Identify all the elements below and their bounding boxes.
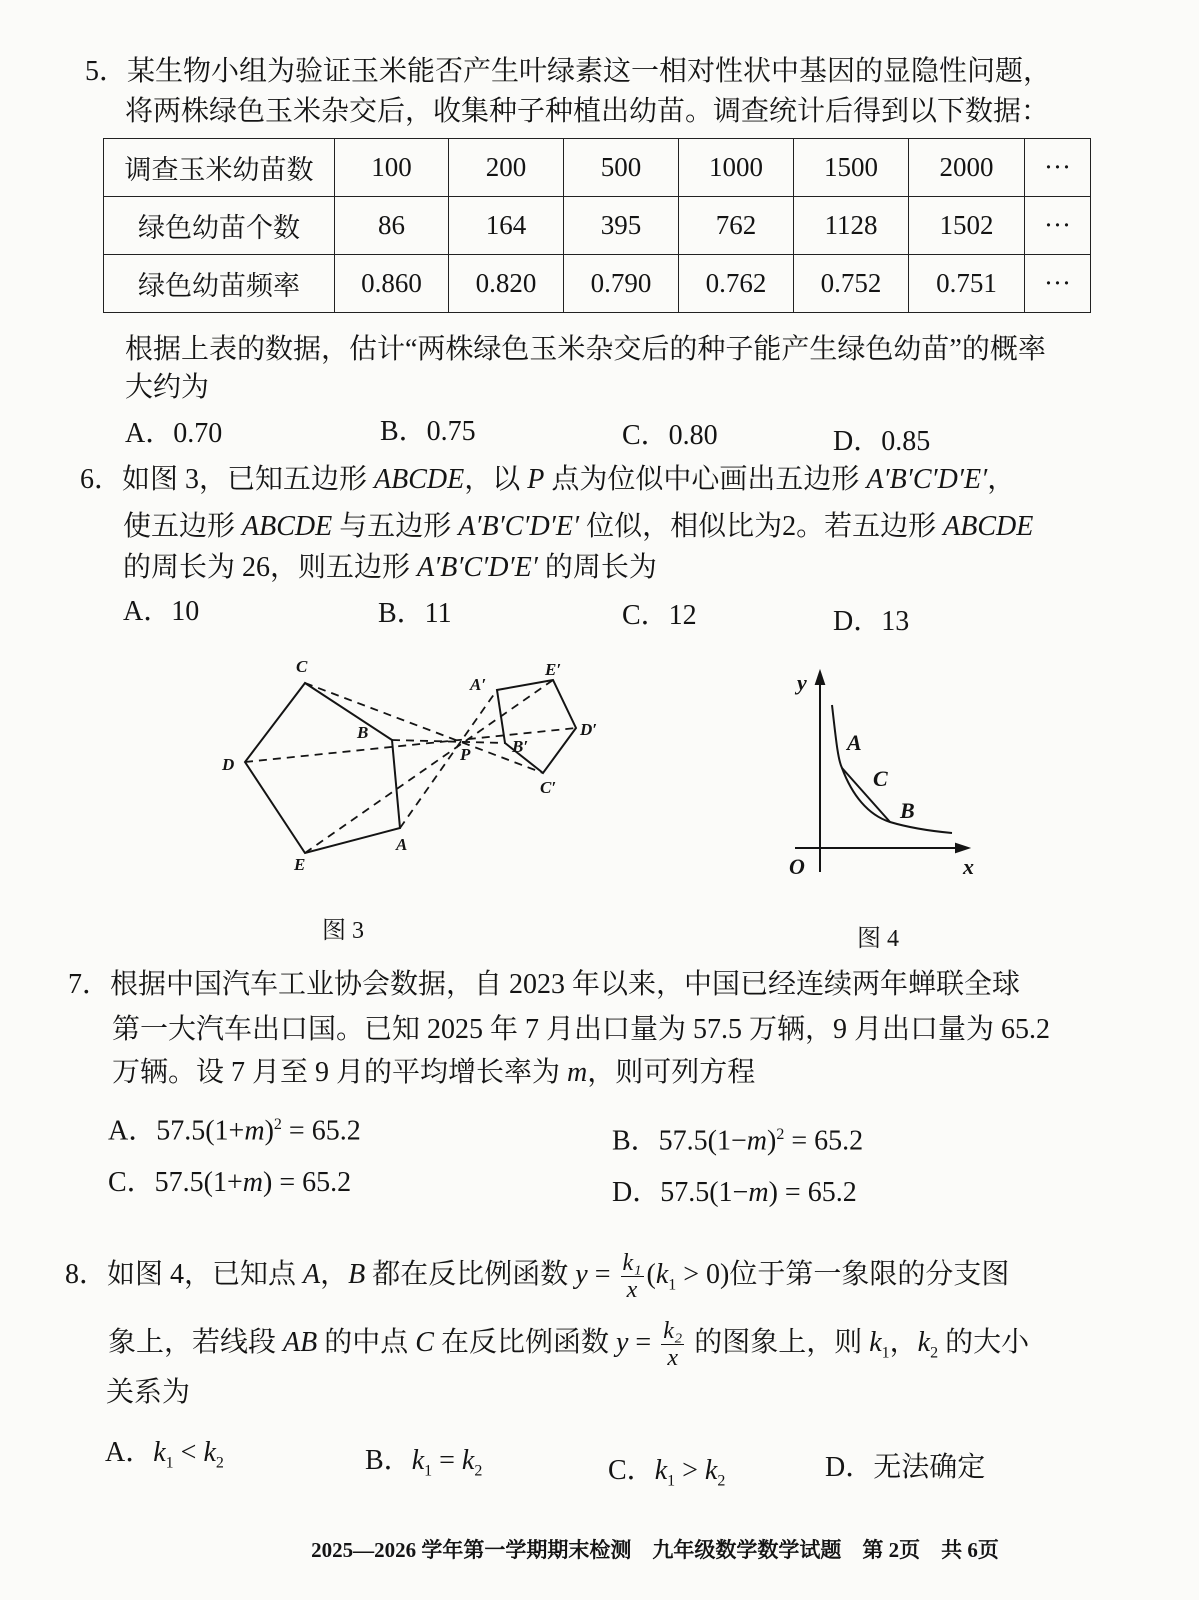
math-variable: k [704,1455,718,1486]
table-row-header: 调查玉米幼苗数 [104,139,335,197]
text-segment: 与五边形 [332,511,459,542]
math-variable: A′B′C′D′E′ [866,464,988,495]
q7-option-c[interactable] [108,1165,351,1201]
table-cell: 0.752 [794,255,909,313]
superscript: 2 [273,1116,282,1133]
q7-line-2 [112,1012,1050,1048]
q7-option-a[interactable] [108,1107,361,1149]
text-segment: = [628,1326,659,1358]
math-variable: m [567,1057,588,1088]
math-variable: ABCDE [242,511,333,542]
text-segment: A．0.70 [125,418,223,449]
table-cell: 2000 [909,139,1025,197]
label-a: A [396,835,408,854]
math-variable: B [348,1258,366,1290]
text-segment: 大约为 [125,372,210,403]
math-variable: ABCDE [943,511,1034,542]
text-segment: 象上，若线段 [108,1326,284,1358]
text-segment: B．11 [378,598,452,629]
text-segment: ) [264,1115,274,1147]
text-segment: 的中点 [317,1326,416,1358]
text-segment: ， [987,464,1016,495]
text-segment: = [587,1258,618,1290]
subscript: 1 [424,1462,433,1480]
subscript: 1 [667,1472,676,1490]
label-p: P [460,745,471,764]
q7-option-d[interactable] [612,1175,857,1211]
label-graph-a: A [847,730,862,755]
table-cell: 1500 [794,139,909,197]
table-cell: 762 [679,197,794,255]
label-b-prime: B′ [512,737,529,756]
label-y: y [797,670,807,695]
math-variable: m [746,1125,768,1157]
text-segment: D．无法确定 [825,1452,986,1483]
table-cell: 0.762 [679,255,794,313]
math-variable: m [244,1115,265,1147]
math-variable: k [869,1326,882,1358]
text-segment: B．57.5(1− [612,1125,747,1157]
text-segment: C． [608,1455,655,1486]
text-segment: C．0.80 [622,420,718,451]
q7-line-1 [68,967,1020,1003]
table-cell: 0.751 [909,255,1025,313]
text-segment: 7．根据中国汽车工业协会数据，自 2023 年以来，中国已经连续两年蝉联全球 [68,969,1021,1000]
text-segment: = 65.2 [784,1125,864,1157]
label-origin: O [789,854,805,879]
text-segment: 第一大汽车出口国。已知 2025 年 7 月出口量为 57.5 万辆，9 月出口量为 65.2 [112,1014,1051,1045]
subscript: 2 [474,1462,483,1480]
label-e-prime: E′ [545,660,562,679]
table-row-header: 绿色幼苗个数 [104,197,335,255]
superscript: 2 [776,1126,785,1143]
text-segment: 位似，相似比为2。若五边形 [579,511,944,542]
math-variable: P [527,464,545,495]
text-segment: ( [646,1258,656,1290]
table-cell: 0.860 [335,255,449,313]
label-graph-c: C [873,766,888,791]
text-segment: 的周长为 [537,552,657,583]
math-variable: k [654,1455,668,1486]
table-cell: 1128 [794,197,909,255]
subscript: 1 [165,1454,174,1472]
hyperbola-curve [832,705,952,833]
fraction-numerator: k₂ [663,1318,683,1344]
label-a-prime: A′ [470,675,487,694]
math-variable: k [203,1437,216,1468]
text-segment: ，以 [464,464,528,495]
text-segment: 的大小 [938,1326,1030,1358]
text-segment: D．57.5(1− [612,1177,749,1208]
subscript: 2 [215,1454,224,1472]
label-c-prime: C′ [540,778,557,797]
q8-option-a[interactable] [105,1435,224,1482]
text-segment: D．0.85 [833,426,931,457]
text-segment: 将两株绿色玉米杂交后，收集种子种植出幼苗。调查统计后得到以下数据： [125,96,1050,127]
q8-line-1 [65,1250,1009,1304]
text-segment: ) = 65.2 [263,1167,352,1198]
label-b: B [357,723,369,742]
math-variable: k [153,1437,166,1468]
table-row-header: 绿色幼苗频率 [104,255,335,313]
q8-option-b[interactable] [365,1443,482,1490]
figure-3-pentagons [245,680,576,853]
dashed-rays [245,680,576,853]
fraction [661,1318,684,1371]
math-variable: y [615,1326,629,1358]
math-variable: A [303,1258,321,1290]
text-segment: 5．某生物小组为验证玉米能否产生叶绿素这一相对性状中基因的显隐性问题， [85,56,1052,87]
y-axis-arrow [816,672,824,684]
table-cell: ··· [1025,197,1091,255]
label-d: D [222,755,235,774]
math-variable: m [242,1167,264,1198]
page-footer: 2025—2026 学年第一学期期末检测 九年级数学数学试题 第 2页 共 6页 [311,1538,999,1562]
math-variable: k [411,1445,425,1476]
table-cell: 1502 [909,197,1025,255]
q8-line-2 [108,1318,1029,1372]
subscript: 2 [717,1472,726,1490]
text-segment: > [675,1455,705,1486]
table-cell: 1000 [679,139,794,197]
text-segment: ) [767,1125,777,1157]
table-cell: 100 [335,139,449,197]
text-segment: 关系为 [106,1377,191,1408]
text-segment: = [432,1445,462,1476]
text-segment: 万辆。设 7 月至 9 月的平均增长率为 [112,1057,568,1088]
math-variable: m [748,1177,769,1208]
text-segment: = 65.2 [281,1115,361,1147]
math-variable: A′B′C′D′E′ [417,552,538,583]
fraction-denominator: x [667,1345,679,1371]
figure-4-caption: 图 4 [857,926,899,952]
table-cell: 0.790 [564,255,679,313]
q7-option-b[interactable] [612,1117,863,1159]
text-segment: 都在反比例函数 [365,1258,576,1290]
label-graph-b: B [900,798,915,823]
pentagon-a1b1c1d1e1 [497,680,576,773]
text-segment: B．0.75 [380,416,476,447]
q7-line-3 [112,1055,755,1091]
x-axis-arrow [956,844,968,852]
q8-line-3 [106,1375,190,1411]
text-segment: > 0)位于第一象限的分支图 [676,1258,1010,1290]
math-variable: A′B′C′D′E′ [458,511,580,542]
text-segment: 的图象上，则 [687,1326,870,1358]
table-cell: 86 [335,197,449,255]
table-cell: 164 [449,197,564,255]
text-segment: 在反比例函数 [433,1326,616,1358]
subscript: 2 [930,1344,939,1362]
subscript: 1 [668,1276,677,1294]
table-cell: 500 [564,139,679,197]
label-x: x [963,854,974,879]
text-segment: ， [320,1258,349,1290]
text-segment: C．12 [622,600,697,631]
fraction [621,1250,644,1303]
figure-3-caption: 图 3 [322,918,364,944]
text-segment: A．10 [123,596,200,627]
label-e: E [294,855,306,874]
math-variable: k [655,1258,669,1290]
text-segment: B． [365,1445,412,1476]
pentagon-abcde [245,683,400,853]
text-segment: A．57.5(1+ [108,1115,245,1147]
q8-option-c[interactable] [608,1453,725,1500]
label-c: C [296,657,308,676]
text-segment: D．13 [833,606,910,637]
math-variable: C [415,1326,434,1358]
label-d-prime: D′ [580,720,598,739]
fraction-numerator: k₁ [622,1250,642,1276]
math-variable: k [461,1445,475,1476]
text-segment: ，则可列方程 [587,1057,756,1088]
fraction-denominator: x [626,1277,638,1303]
table-cell: ··· [1025,139,1091,197]
text-segment: 6．如图 3，已知五边形 [80,464,375,495]
text-segment: 根据上表的数据，估计“两株绿色玉米杂交后的种子能产生绿色幼苗”的概率 [125,334,1046,365]
math-variable: AB [283,1326,318,1358]
q8-option-d[interactable] [825,1450,985,1486]
text-segment: ， [889,1326,918,1358]
text-segment: 使五边形 [123,511,243,542]
table-cell: ··· [1025,255,1091,313]
subscript: 1 [881,1344,890,1362]
text-segment: < [173,1437,204,1468]
table-cell: 395 [564,197,679,255]
math-variable: y [575,1258,588,1290]
text-segment: A． [105,1437,154,1468]
text-segment: 的周长为 26，则五边形 [123,552,418,583]
text-segment: 点为位似中心画出五边形 [544,464,867,495]
text-segment: C．57.5(1+ [108,1167,243,1198]
math-variable: ABCDE [374,464,465,495]
math-variable: k [917,1326,931,1358]
text-segment: 8．如图 4，已知点 [65,1258,304,1290]
table-cell: 0.820 [449,255,564,313]
text-segment: ) = 65.2 [768,1177,857,1208]
table-cell: 200 [449,139,564,197]
